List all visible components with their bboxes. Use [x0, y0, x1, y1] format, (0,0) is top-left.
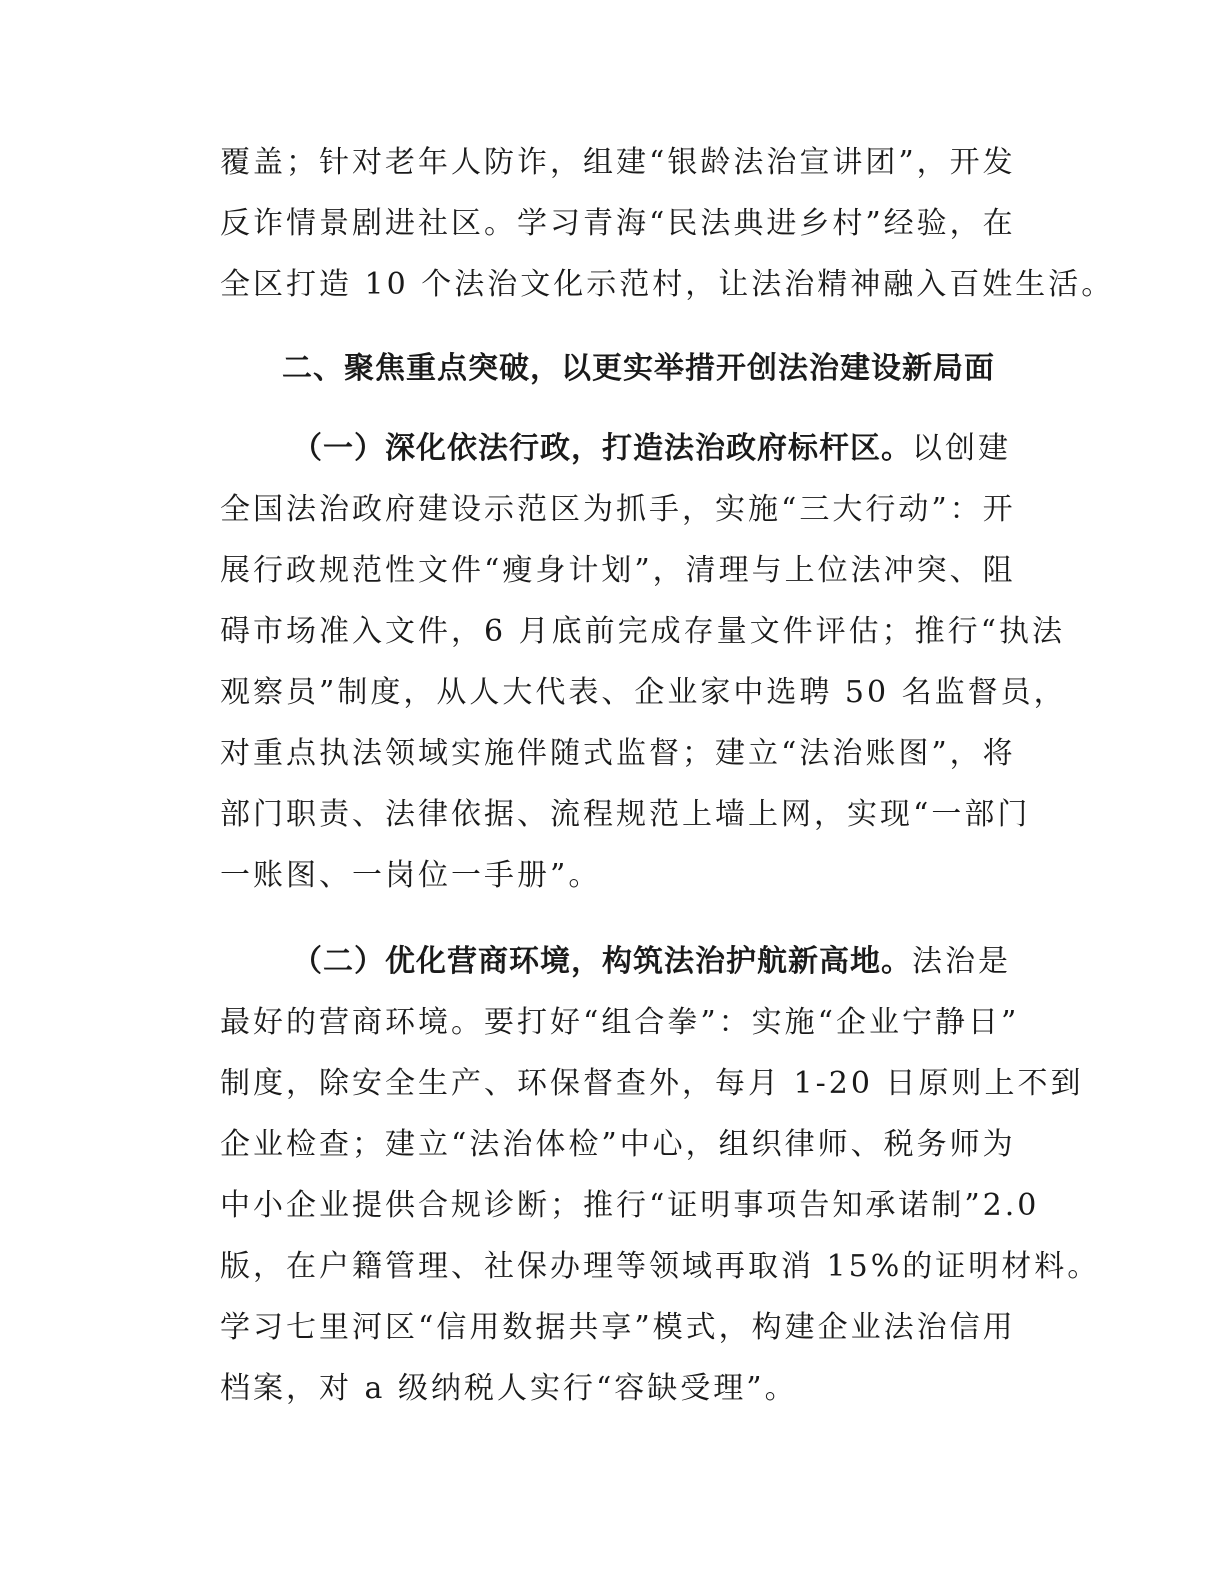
paragraph-line: 碍市场准入文件，6 月底前完成存量文件评估；推行“执法: [220, 614, 1065, 649]
paragraph-line: 版，在户籍管理、社保办理等领域再取消 15%的证明材料。: [220, 1249, 1101, 1284]
paragraph-line: 最好的营商环境。要打好“组合拳”：实施“企业宁静日”: [220, 1005, 1020, 1040]
paragraph-line: 对重点执法领域实施伴随式监督；建立“法治账图”，将: [220, 736, 1016, 771]
subsection-2: [220, 931, 1101, 1419]
paragraph-line: 反诈情景剧进社区。学习青海“民法典进乡村”经验，在: [220, 206, 1016, 241]
paragraph-line: 企业检查；建立“法治体检”中心，组织律师、税务师为: [220, 1127, 1016, 1162]
subsection-2-first-line-rest: 法治是: [912, 944, 1011, 979]
section-heading: 二、聚焦重点突破，以更实举措开创法治建设新局面: [282, 351, 995, 386]
paragraph-line: 中小企业提供合规诊断；推行“证明事项告知承诺制”2.0: [220, 1188, 1040, 1223]
paragraph-line: 观察员”制度，从人大代表、企业家中选聘 50 名监督员，: [220, 675, 1067, 710]
paragraph-line: 部门职责、法律依据、流程规范上墙上网，实现“一部门: [220, 797, 1031, 832]
paragraph-line: 展行政规范性文件“瘦身计划”，清理与上位法冲突、阻: [220, 553, 1016, 588]
subsection-2-lead: （二）优化营商环境，构筑法治护航新高地。: [292, 944, 912, 979]
paragraph-line: 一账图、一岗位一手册”。: [220, 858, 602, 893]
paragraph-line: 档案，对 a 级纳税人实行“容缺受理”。: [220, 1371, 798, 1406]
paragraph-line: 制度，除安全生产、环保督查外，每月 1-20 日原则上不到: [220, 1066, 1084, 1101]
paragraph-line: 全区打造 10 个法治文化示范村，让法治精神融入百姓生活。: [220, 267, 1115, 302]
paragraph-line: 覆盖；针对老年人防诈，组建“银龄法治宣讲团”，开发: [220, 145, 1016, 180]
paragraph-top: [220, 132, 1115, 315]
subsection-1-lead: （一）深化依法行政，打造法治政府标杆区。: [292, 431, 912, 466]
subsection-1: [220, 418, 1067, 906]
subsection-1-first-line: [220, 418, 1050, 479]
subsection-2-first-line: [220, 931, 1050, 992]
paragraph-line: 学习七里河区“信用数据共享”模式，构建企业法治信用: [220, 1310, 1016, 1345]
subsection-1-first-line-rest: 以创建: [912, 431, 1011, 466]
paragraph-line: 全国法治政府建设示范区为抓手，实施“三大行动”：开: [220, 492, 1016, 527]
